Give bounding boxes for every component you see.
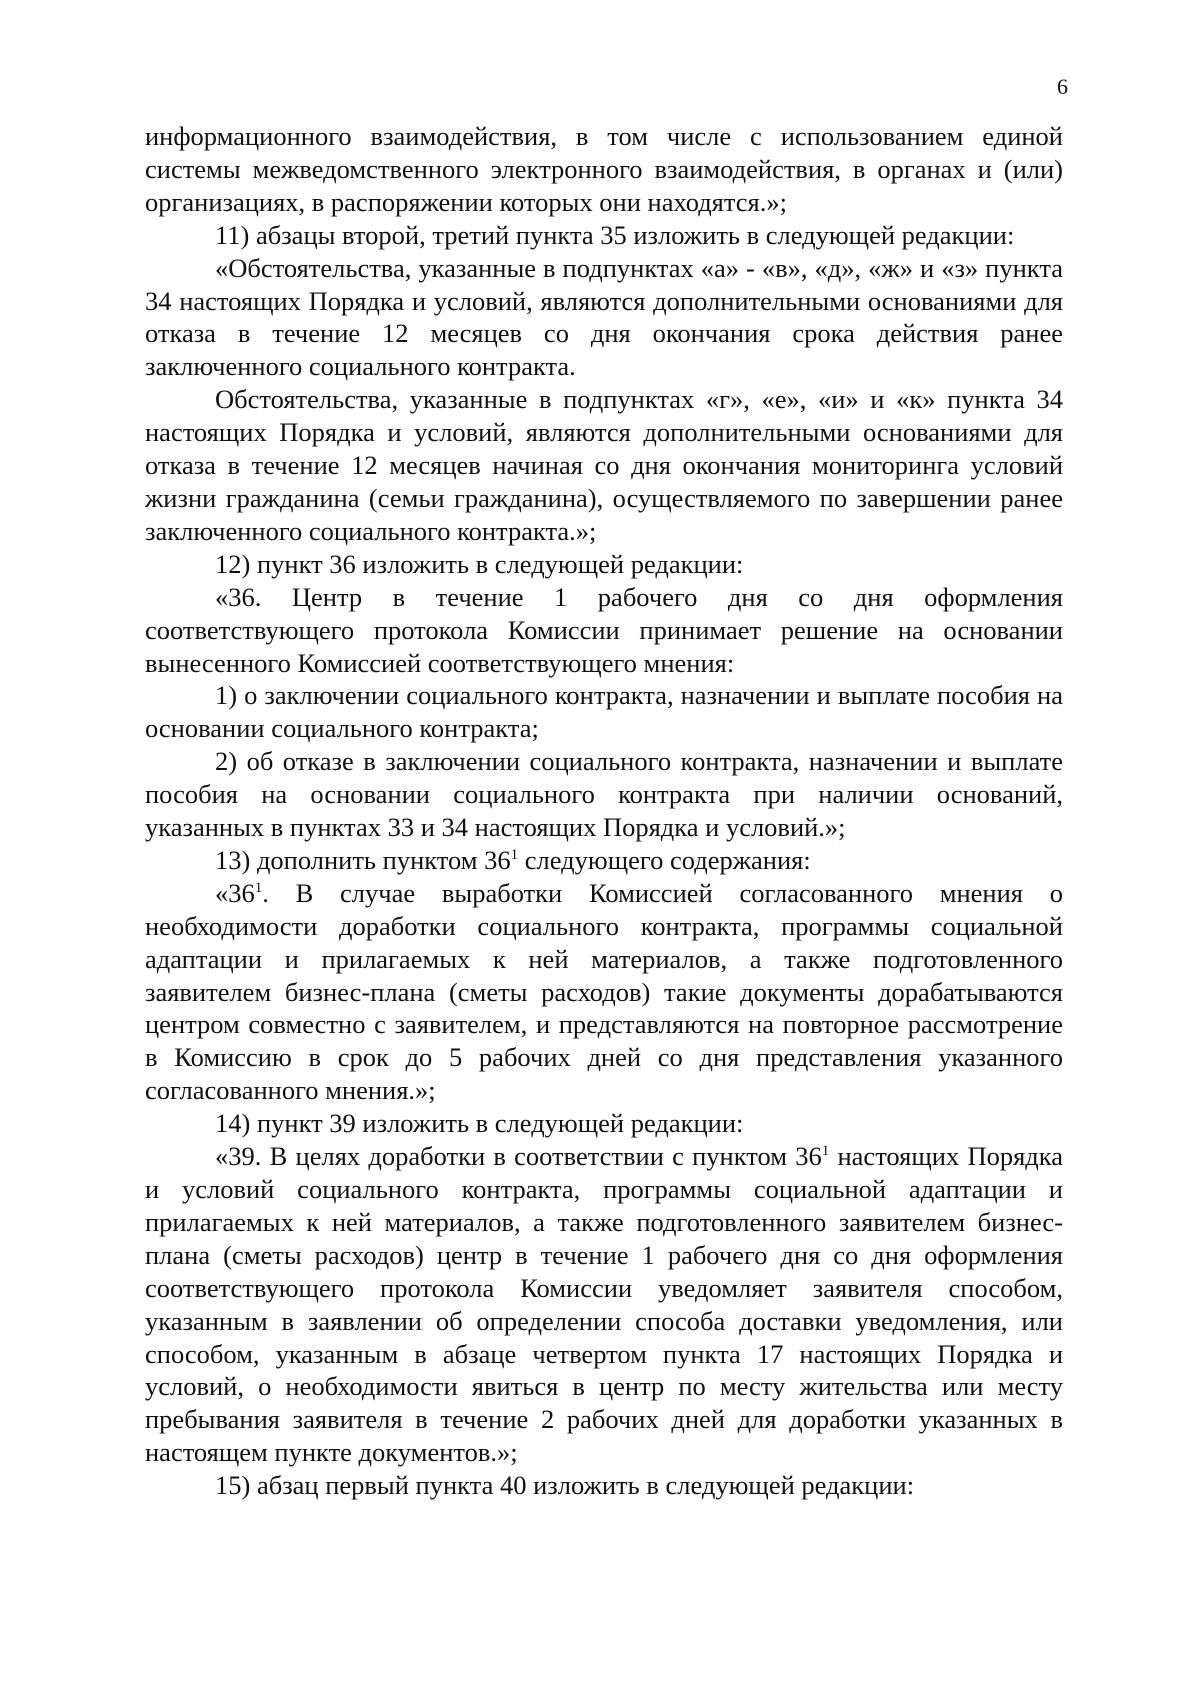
paragraph-item-13	[145, 844, 1063, 877]
paragraph-item-11-quote-1: «Обстоятельства, указанные в подпунктах «а» - «в», «д», «ж» и «з» пункта 34 настоящих Порядка и условий, являются дополнительными основаниями для отказа в течение 12 месяцев со дня окончания срока действия ранее заключенного социального контракта.	[145, 252, 1063, 382]
page-number: 6	[1057, 74, 1068, 99]
paragraph-item-15: 15) абзац первый пункта 40 изложить в следующей редакции:	[215, 1470, 915, 1501]
paragraph-subitem-2: 2) об отказе в заключении социального контракта, назначении и выплате пособия на основании социального контракта при наличии оснований, указанных в пунктах 33 и 34 настоящих Порядка и условий.»;	[145, 746, 1063, 843]
superscript-index: 1	[510, 846, 519, 863]
paragraph-item-14-quote-start: «39. В целях доработки в соответствии с пунктом 36	[215, 1141, 822, 1172]
paragraph-item-12: 12) пункт 36 изложить в следующей редакции:	[215, 548, 744, 579]
paragraph-item-13-quote-end: . В случае выработки Комиссией согласованного мнения о необходимости доработки социального контракта, программы социальной адаптации и прилагаемых к ней материалов, а также подготовленного заявителем бизнес-плана (сметы расходов) такие документы дорабатываются центром совместно с заявителем, и представляются на повторное рассмотрение в Комиссию в срок до 5 рабочих дней со дня представления указанного согласованного мнения.»;	[145, 877, 1063, 1106]
paragraph-item-14-quote-end: настоящих Порядка и условий социального контракта, программы социальной адаптации и прилагаемых к ней материалов, а также подготовленного заявителем бизнес-плана (сметы расходов) центр в течение 1 рабочего дня со дня оформления соответствующего протокола Комиссии уведомляет заявителя способом, указанным в заявлении об определении способа доставки уведомления, или способом, указанным в абзаце четвертом пункта 17 настоящих Порядка и условий, о необходимости явиться в центр по месту жительства или месту пребывания заявителя в течение 2 рабочих дней для доработки указанных в настоящем пункте документов.»;	[145, 1141, 1063, 1468]
superscript-index: 1	[821, 1143, 830, 1160]
paragraph-item-14-quote	[145, 1140, 1063, 1469]
paragraph-item-14: 14) пункт 39 изложить в следующей редакции:	[215, 1108, 744, 1139]
paragraph-item-11: 11) абзацы второй, третий пункта 35 изложить в следующей редакции:	[215, 219, 1015, 250]
paragraph-item-13-text-end: следующего содержания:	[518, 844, 811, 875]
paragraph-item-13-quote	[145, 877, 1063, 1107]
paragraph-item-11-quote-2: Обстоятельства, указанные в подпунктах «г», «е», «и» и «к» пункта 34 настоящих Порядка и условий, являются дополнительными основаниями для отказа в течение 12 месяцев начиная со дня окончания мониторинга условий жизни гражданина (семьи гражданина), осуществляемого по завершении ранее заключенного социального контракта.»;	[145, 384, 1063, 546]
paragraph-item-12-quote: «36. Центр в течение 1 рабочего дня со дня оформления соответствующего протокола Комиссии принимает решение на основании вынесенного Комиссией соответствующего мнения:	[145, 581, 1063, 678]
superscript-index: 1	[254, 879, 263, 896]
paragraph-subitem-1: 1) о заключении социального контракта, назначении и выплате пособия на основании социального контракта;	[145, 680, 1063, 744]
paragraph-item-13-quote-start: «36	[215, 877, 255, 908]
paragraph-item-13-text-start: 13) дополнить пунктом 36	[215, 844, 511, 875]
paragraph-continuation: информационного взаимодействия, в том числе с использованием единой системы межведомственного электронного взаимодействия, в органах и (или) организациях, в распоряжении которых они находятся.»;	[145, 121, 1063, 217]
document-body	[145, 120, 1063, 1502]
